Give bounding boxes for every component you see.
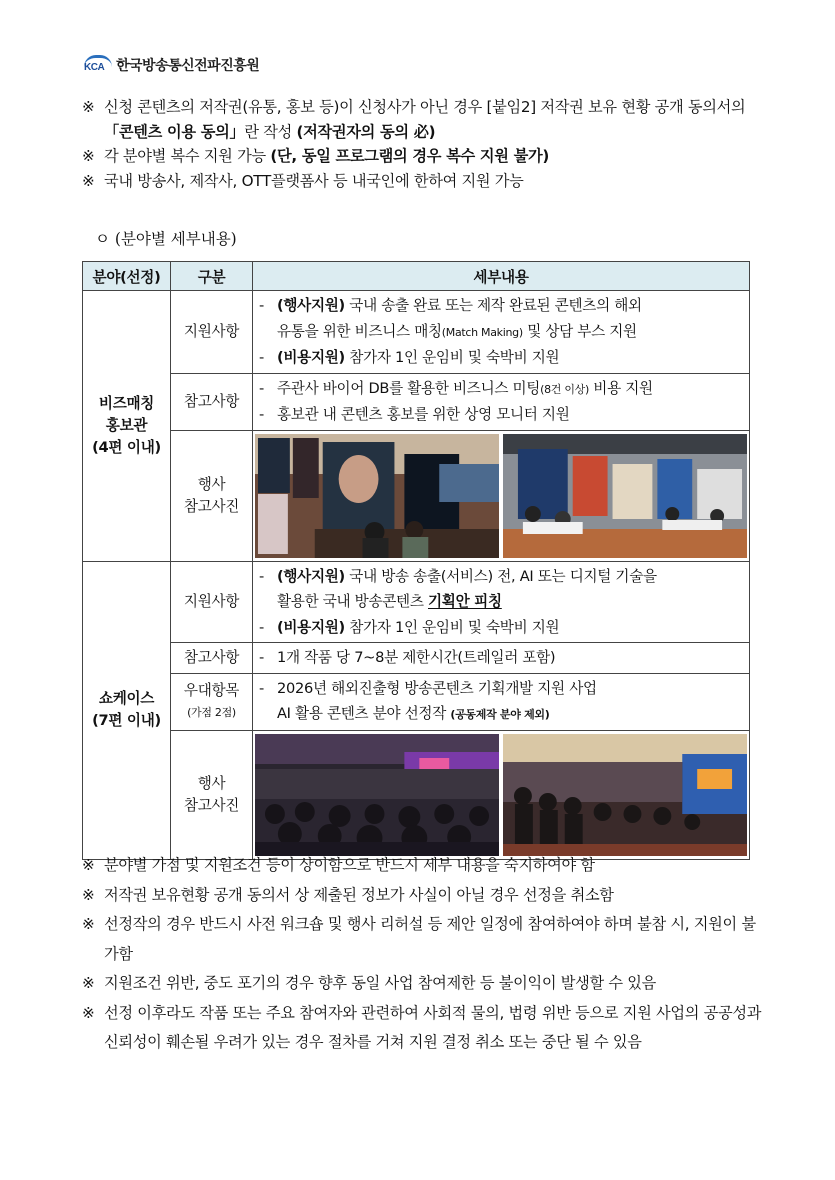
note-item (82, 95, 762, 144)
note-item (82, 999, 762, 1058)
note-text: 국내 방송사, 제작사, OTT플랫폼사 등 내국인에 한하여 지원 가능 (104, 171, 524, 190)
category-biz-matching: 비즈매칭 홍보관 (4편 이내) (83, 291, 171, 562)
biz-support-details: - (행사지원) 국내 송출 완료 또는 제작 완료된 콘텐츠의 해외 유통을 위한 비즈니스 매칭(Match Making) 및 상담 부스 지원 - (비용지원) 참가자 1인 운임비 및 숙박비 지원 (253, 291, 750, 374)
note-text: 선정 이후라도 작품 또는 주요 참여자와 관련하여 사회적 물의, 법령 위반 등으로 지원 사업의 공공성과 신뢰성이 훼손될 우려가 있는 경우 절차를 거쳐 지원 결정 취소 또는 중단 될 수 있음 (104, 1003, 762, 1051)
note-mark: ※ (82, 856, 95, 874)
biz-ref-details: - 주관사 바이어 DB를 활용한 비즈니스 미팅(8건 이상) 비용 지원 - 홍보관 내 콘텐츠 홍보를 위한 상영 모니터 지원 (253, 373, 750, 430)
header-details: 세부내용 (253, 262, 750, 291)
category-showcase: 쇼케이스 (7편 이내) (83, 561, 171, 859)
table-row (83, 291, 750, 374)
note-text: 지원조건 위반, 중도 포기의 경우 향후 동일 사업 참여제한 등 불이익이 발생할 수 있음 (104, 974, 657, 992)
show-support-details: - (행사지원) 국내 방송 송출(서비스) 전, AI 또는 디지털 기술을 활용한 국내 방송콘텐츠 기획안 피칭 - (비용지원) 참가자 1인 운임비 및 숙박비 지원 (253, 561, 750, 643)
show-event-photo-1 (255, 734, 499, 856)
kca-logo (84, 55, 259, 75)
note-mark: ※ (82, 171, 95, 190)
kca-abbr: KCA (84, 62, 105, 73)
note-item (82, 969, 762, 999)
note-mark: ※ (82, 974, 95, 992)
biz-event-photo-2 (503, 434, 747, 558)
note-item (82, 851, 762, 881)
show-photos-cell (253, 730, 750, 859)
org-name: 한국방송통신전파진흥원 (116, 58, 260, 74)
table-row (83, 430, 750, 561)
table-row (83, 561, 750, 643)
bottom-notes (82, 851, 762, 1058)
note-text: 저작권 보유현황 공개 동의서 상 제출된 정보가 사실이 아닐 경우 선정을 취소함 (104, 885, 614, 904)
section-subheading: ㅇ (분야별 세부내용) (95, 230, 237, 248)
show-photo-label: 행사 참고사진 (171, 730, 253, 859)
detail-table (82, 261, 750, 860)
note-item (82, 169, 762, 194)
biz-support-label: 지원사항 (171, 291, 253, 374)
header-type: 구분 (171, 262, 253, 291)
biz-event-photo-1 (255, 434, 499, 558)
note-item (82, 910, 762, 969)
show-pref-label: 우대항목 (가점 2점) (171, 673, 253, 730)
table-header-row (83, 262, 750, 291)
kca-logo-mark (84, 55, 112, 75)
note-mark: ※ (82, 885, 95, 904)
note-mark: ※ (82, 915, 95, 933)
biz-photo-label: 행사 참고사진 (171, 430, 253, 561)
note-text: 분야별 가점 및 지원조건 등이 상이함으로 반드시 세부 내용을 숙지하여야 함 (104, 856, 595, 874)
show-event-photo-2 (503, 734, 747, 856)
top-notes (82, 95, 762, 193)
show-ref-label: 참고사항 (171, 643, 253, 674)
biz-ref-label: 참고사항 (171, 373, 253, 430)
table-row (83, 673, 750, 730)
show-pref-details: - 2026년 해외진출형 방송콘텐츠 기획개발 지원 사업 AI 활용 콘텐츠 분야 선정작 (공동제작 분야 제외) (253, 673, 750, 730)
show-support-label: 지원사항 (171, 561, 253, 643)
note-text: 선정작의 경우 반드시 사전 워크숍 및 행사 리허설 등 제안 일정에 참여하여야 하며 불참 시, 지원이 불가함 (104, 915, 756, 963)
header-field: 분야(선정) (83, 262, 171, 291)
note-mark: ※ (82, 1003, 95, 1022)
note-text: 각 분야별 복수 지원 가능 (단, 동일 프로그램의 경우 복수 지원 불가) (104, 147, 549, 165)
show-ref-details: - 1개 작품 당 7~8분 제한시간(트레일러 포함) (253, 643, 750, 674)
note-item (82, 881, 762, 911)
note-mark: ※ (82, 147, 95, 165)
table-row (83, 730, 750, 859)
note-mark: ※ (82, 98, 95, 116)
table-row (83, 373, 750, 430)
biz-photos-cell (253, 430, 750, 561)
note-item (82, 144, 762, 169)
note-text: 신청 콘텐츠의 저작권(유통, 홍보 등)이 신청사가 아닌 경우 [붙임2] 저작권 보유 현황 공개 동의서의 「콘텐츠 이용 동의」란 작성 (저작권자의 동의 必) (104, 98, 746, 141)
table-row (83, 643, 750, 674)
